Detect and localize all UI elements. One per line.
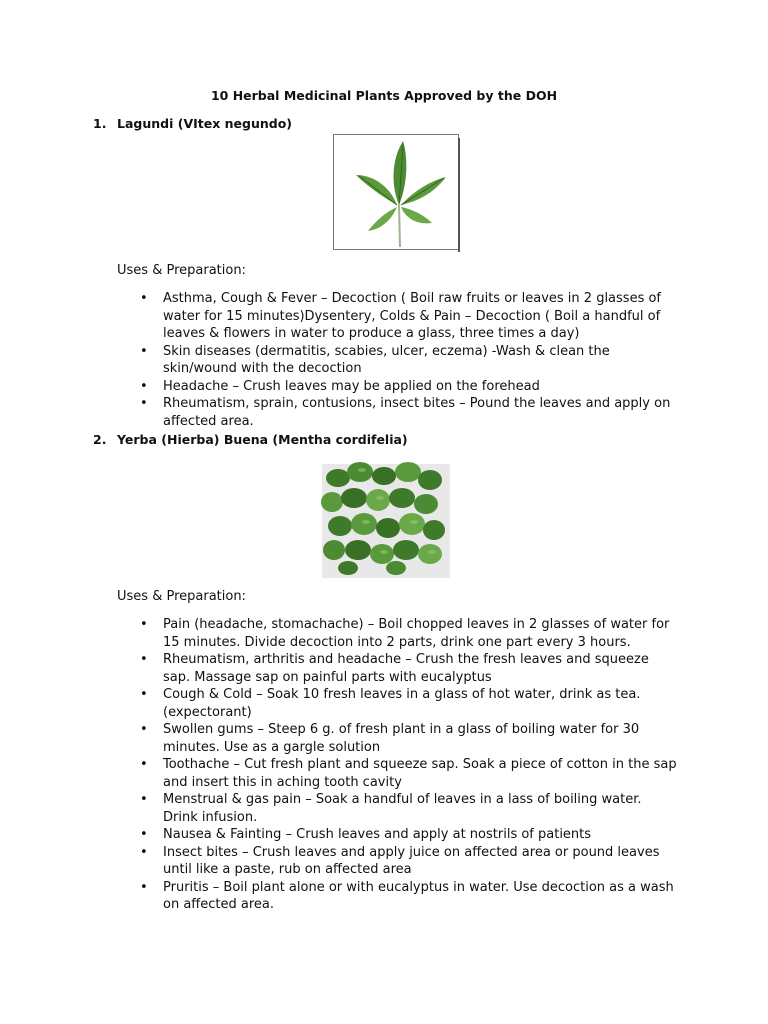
list-item: • Nausea & Fainting – Crush leaves and apply at nostrils of patients xyxy=(117,826,677,844)
list-item: • Swollen gums – Steep 6 g. of fresh plant in a glass of boiling water for 30 minutes. Use as a gargle solution xyxy=(117,721,677,756)
section-title: Yerba (Hierba) Buena (Mentha cordifelia) xyxy=(117,432,408,447)
section-heading-lagundi xyxy=(93,116,292,131)
image-shadow xyxy=(458,138,460,252)
list-item: • Skin diseases (dermatitis, scabies, ulcer, eczema) -Wash & clean the skin/wound with the decoction xyxy=(117,343,677,378)
list-item: • Pruritis – Boil plant alone or with eucalyptus in water. Use decoction as a wash on affected area. xyxy=(117,879,677,914)
list-item: • Rheumatism, sprain, contusions, insect bites – Pound the leaves and apply on affected area. xyxy=(117,395,677,430)
list-item: • Asthma, Cough & Fever – Decoction ( Boil raw fruits or leaves in 2 glasses of water for 15 minutes)Dysentery, Colds & Pain – Decoction ( Boil a handful of leaves & flowers in water to produce a glass, three times a day) xyxy=(117,290,677,343)
document-title: 10 Herbal Medicinal Plants Approved by the DOH xyxy=(210,88,558,103)
section-title: Lagundi (VItex negundo) xyxy=(117,116,293,131)
uses-list-lagundi xyxy=(117,290,677,430)
lagundi-leaf-icon xyxy=(334,135,458,249)
uses-label: Uses & Preparation: xyxy=(117,589,246,604)
lagundi-leaf-image xyxy=(333,134,459,250)
list-item: • Toothache – Cut fresh plant and squeeze sap. Soak a piece of cotton in the sap and insert this in aching tooth cavity xyxy=(117,756,677,791)
list-item: • Menstrual & gas pain – Soak a handful of leaves in a lass of boiling water. Drink infusion. xyxy=(117,791,677,826)
section-heading-yerba-buena xyxy=(93,432,408,447)
list-item: • Cough & Cold – Soak 10 fresh leaves in a glass of hot water, drink as tea. (expectorant) xyxy=(117,686,677,721)
section-number: 2. xyxy=(93,432,107,447)
section-number: 1. xyxy=(93,116,107,131)
list-item: • Insect bites – Crush leaves and apply juice on affected area or pound leaves until like a paste, rub on affected area xyxy=(117,844,677,879)
list-item: • Rheumatism, arthritis and headache – Crush the fresh leaves and squeeze sap. Massage sap on painful parts with eucalyptus xyxy=(117,651,677,686)
yerba-buena-leaves-icon xyxy=(318,458,452,578)
uses-list-yerba-buena xyxy=(117,616,677,914)
list-item: • Headache – Crush leaves may be applied on the forehead xyxy=(117,378,677,396)
uses-label: Uses & Preparation: xyxy=(117,263,246,278)
yerba-buena-leaves-image xyxy=(318,458,452,578)
list-item: • Pain (headache, stomachache) – Boil chopped leaves in 2 glasses of water for 15 minutes. Divide decoction into 2 parts, drink one part every 3 hours. xyxy=(117,616,677,651)
